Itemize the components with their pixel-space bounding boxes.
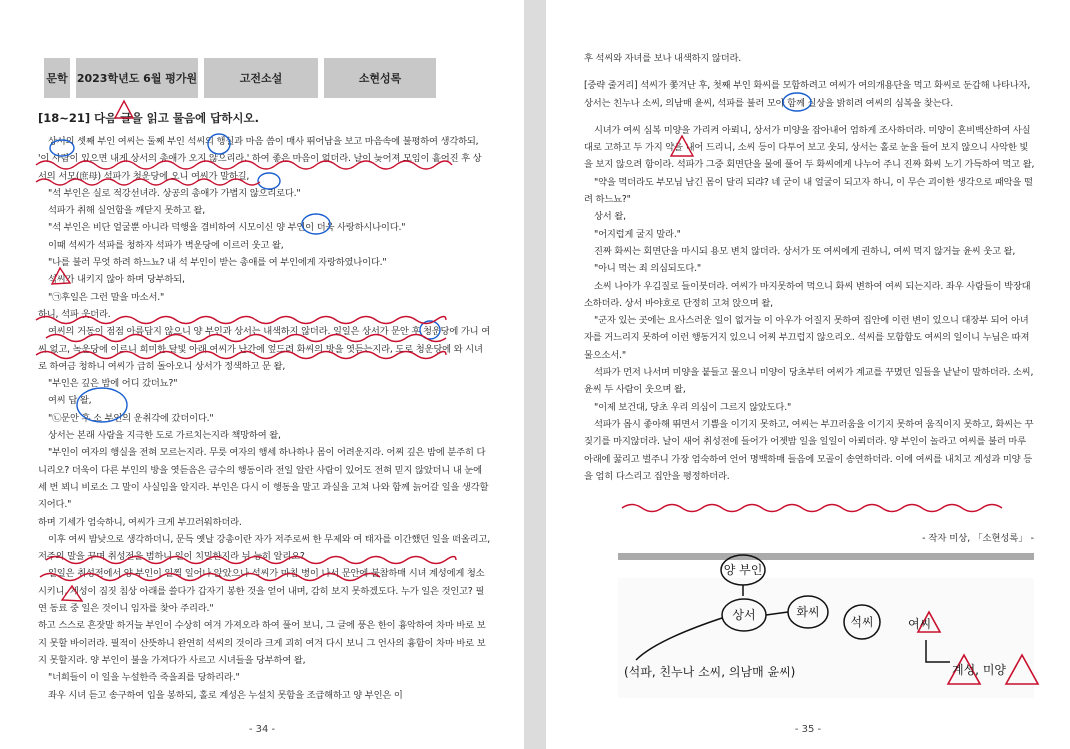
passage-paragraph: 좌우 시녀 듣고 송구하여 입을 봉하되, 홀로 계성은 누설치 못함을 조급해하고 양 부인은 이 <box>48 689 403 701</box>
passage-paragraph: "아니 먹는 죄 의심되도다." <box>594 263 701 275</box>
page-number-left: - 34 - <box>248 724 276 735</box>
hand-label-bottom: (석파, 친누나 소씨, 의남매 윤씨) <box>624 665 796 679</box>
passage-right <box>584 50 1036 485</box>
hand-label-right: 계성, 미양 <box>952 663 1006 677</box>
passage-paragraph: "㉡문안 후 소 부인의 운취각에 갔더이다." <box>48 412 214 424</box>
header-bar <box>44 58 436 98</box>
passage-paragraph: 석씨가 내키지 않아 하며 당부하되, <box>48 274 185 286</box>
passage-paragraph: 하고 스스로 흔잣말 하거늘 부인이 수상히 여겨 가져오라 하여 풀어 보니, 그 글에 풍은 한이 흉악하여 차마 바로 보지 못할 바이러라. 필적이 산뜻하니 완연히 석씨의 것이라 크게 괴히 여겨 다시 보니 그 언사의 흉함이 차마 바로 보지 못할지라. 양 부인이 불을 가져다가 사르고 시녀들을 당부하여 왈, <box>38 620 486 666</box>
passage-paragraph: 시녀가 여씨 심복 미양을 가리켜 아뢰니, 상서가 미양을 잡아내어 엄하게 조사하더라. 미양이 혼비백산하여 사실대로 고하고 두 가지 약을 내어 드리니, 소씨 등이 다투어 보고 웃되, 상서는 홀로 눈을 들어 보지 않으니 사악한 빛을 보지 않으려 함이라. 석파가 그중 회면단을 물에 풀어 두 화씨에게 나누어 주니 진짜 화씨 노기 가득하여 먹고 왈, <box>584 124 1035 171</box>
passage-paragraph: 진짜 화씨는 회면단을 마시되 용모 변치 않더라. 상서가 또 여씨에게 권하니, 여씨 먹지 않거늘 윤씨 웃고 왈, <box>594 245 1016 257</box>
hand-label-center: 상서 <box>732 608 756 622</box>
passage-paragraph: "약을 먹더라도 부모님 남긴 몸이 달리 되랴? 네 굳이 내 얼굴이 되고자 하니, 이 무슨 괴이한 생각으로 패악을 떨려 하느뇨?" <box>584 176 1033 206</box>
passage-paragraph: 하며 기세가 엄숙하니, 여씨가 크게 부끄러워하더라. <box>38 516 242 528</box>
passage-paragraph: 석파가 먼저 나서며 미양을 붙들고 물으니 미양이 당초부터 여씨가 계교를 꾸몄던 일들을 낱낱이 말하더라. 소씨, 윤씨 두 사람이 웃으며 왈, <box>584 367 1034 396</box>
header-exam: 2023학년도 6월 평가원 <box>76 58 198 98</box>
passage-paragraph: 이때 석씨가 석파를 청하자 석파가 벽운당에 이르러 웃고 왈, <box>48 239 284 251</box>
passage-paragraph: "부인은 깊은 밤에 어디 갔더뇨?" <box>48 378 178 390</box>
source-credit: - 작자 미상, 「소현성록」 - <box>922 533 1034 544</box>
passage-paragraph: "㉠후일은 그런 말을 마소서." <box>48 291 165 303</box>
divider-bar <box>618 553 1034 560</box>
passage-paragraph: "어지럽게 굴지 말라." <box>594 228 681 240</box>
handwritten-diagram-area <box>618 578 1034 698</box>
passage-paragraph: "군자 있는 곳에는 요사스러운 일이 없거늘 이 아우가 어질지 못하여 집안에 이런 변이 있으니 대장부 되어 아녀자를 거느리지 못하여 이런 행동거지 있으니 어찌 부끄럽지 않으리오. 석씨를 모함함도 여씨의 일이니 누님은 따져 물으소서." <box>584 315 1030 361</box>
passage-paragraph: 이후 여씨 밤낮으로 생각하더니, 문득 옛날 강총이란 자가 저주로써 한 무제와 여 태자를 이간했던 일을 떠올리고, 저주의 말을 꾸며 취성전을 범하니 일이 치밀한지라 뉘 능히 알리오? <box>38 533 490 563</box>
summary-paragraph: [중략 줄거리] 석씨가 쫓겨난 후, 첫째 부인 화씨를 모함하려고 여씨가 여의개용단을 먹고 화씨로 둔갑해 나타나자, 상서는 친누나 소씨, 의남매 윤씨, 석파를 불러 모아 함께 실상을 밝히려 여씨의 심복을 찾는다. <box>584 80 1031 109</box>
passage-paragraph: 석파가 몹시 좋아해 뛰면서 기쁨을 이기지 못하고, 여씨는 부끄러움을 이기지 못하여 움직이지 못하고, 화씨는 꾸짖기를 마지않더라. 날이 새어 취성전에 들어가 어젯밤 일을 일일이 아뢰더라. 양 부인이 놀라고 여씨를 불러 마루 아래에 꿇리고 벌주니 가장 엄숙하여 언어 명백하매 들음에 모골이 송연하더라. 이에 여씨를 내치고 계성과 미양 등을 엄히 다스리고 집안을 평정하더라. <box>584 418 1034 482</box>
header-subject: 문학 <box>44 58 70 98</box>
passage-paragraph: "나를 불러 무엇 하려 하느뇨? 내 석 부인이 받는 총애를 여 부인에게 자랑하였나이다." <box>48 257 387 269</box>
passage-paragraph: 여씨의 거동이 점점 아름답지 않으니 양 부인과 상서는 내색하지 않더라. 일일은 상서가 문안 후 청운당에 가니 여씨 없고, 녹운당에 이르니 희미한 달빛 아래 여씨가 난간에 엎드려 화씨의 방을 엿듣는지라, 도로 청운당에 와 시녀로 하여금 청하니 여씨가 급히 돌아오니 상서가 정색하고 문 왈, <box>38 326 490 372</box>
passage-left <box>38 133 490 704</box>
passage-paragraph: 소씨 나아가 우김질로 들이붓더라. 여씨가 마지못하여 먹으니 화씨 변하여 여씨 되는지라. 좌우 사람들이 박장대소하더라. 상서 바야흐로 단정히 고쳐 앉으며 왈, <box>584 280 1031 309</box>
passage-paragraph: 하니, 석파 웃더라. <box>38 308 111 320</box>
passage-paragraph: "석 부인은 실로 적강선녀라. 상공의 총애가 가볍지 않으리로다." <box>48 187 301 199</box>
question-instruction: [18~21] 다음 글을 읽고 물음에 답하시오. <box>38 111 259 125</box>
passage-paragraph: "이제 보건대, 당초 우리 의심이 그르지 않았도다." <box>594 401 792 413</box>
page-34 <box>0 0 524 749</box>
page-number-right: - 35 - <box>794 724 822 735</box>
passage-paragraph: 여씨 답 왈, <box>48 395 92 407</box>
passage-paragraph: 상서의 셋째 부인 여씨는 둘째 부인 석씨의 행실과 마음 씀이 매사 뛰어남을 보고 마음속에 불평하여 생각하되, '이 사람이 있으면 내게 상서의 총애가 오지 않으리라.' 하여 좋은 마음이 없더라. 날이 늦어져 모임이 흩어진 후 상서의 서모(庶母) 석파가 청운당에 오니 여씨가 말하길, <box>38 136 482 182</box>
passage-paragraph: 석파가 취해 실언함을 깨닫지 못하고 왈, <box>48 205 206 217</box>
passage-paragraph: 상서는 본래 사람을 지극한 도로 가르치는지라 책망하여 왈, <box>48 430 281 442</box>
passage-paragraph: "부인이 여자의 행실을 전혀 모르는지라. 무릇 여자의 행세 하나하나 몸이 어려운지라. 어찌 깊은 밤에 분주히 다니리오? 더욱이 다른 부인의 방을 엿듣음은 금수의 행동이라 전일 알란 사람이 있어도 전혀 믿지 않았더니 내 눈에 세 번 뵈니 비로소 그 말이 사실임을 알지라. 부인은 다시 이 행동을 말고 과실을 고쳐 나와 함께 늙어갈 일을 생각할지어다." <box>38 447 489 511</box>
passage-paragraph: "석 부인은 비단 얼굴뿐 아니라 덕행을 겸비하여 시모이신 양 부인이 더욱 사랑하시나이다." <box>48 222 406 234</box>
hand-label-n1: 화씨 <box>796 605 820 619</box>
hand-label-n3: 여씨 <box>908 617 932 631</box>
hand-label-n2: 석씨 <box>850 615 874 629</box>
header-genre: 고전소설 <box>204 58 318 98</box>
page-35 <box>546 0 1070 749</box>
passage-paragraph: 후 석씨와 자녀를 보나 내색하지 않더라. <box>584 53 742 64</box>
header-title: 소현성록 <box>324 58 436 98</box>
hand-label-top: 양 부인 <box>723 563 763 577</box>
passage-paragraph: "너희들이 이 일을 누설한즉 죽을죄를 당하리라." <box>48 672 240 684</box>
passage-paragraph: 일일은 취성전에서 양 부인이 일찍 일어나 앉았으나 석씨가 마침 병이 나서 문안에 불참하매 시녀 계성에게 청소시키니, 계성이 짐짓 침상 아래를 쓸다가 갑자기 봉한 것을 얻어 내며, 감히 보지 못하겠도다. 누가 일은 것인고? 필연 동료 중 일은 것이니 임자를 찾아 주리라." <box>38 568 485 615</box>
passage-paragraph: 상서 왈, <box>594 211 626 223</box>
